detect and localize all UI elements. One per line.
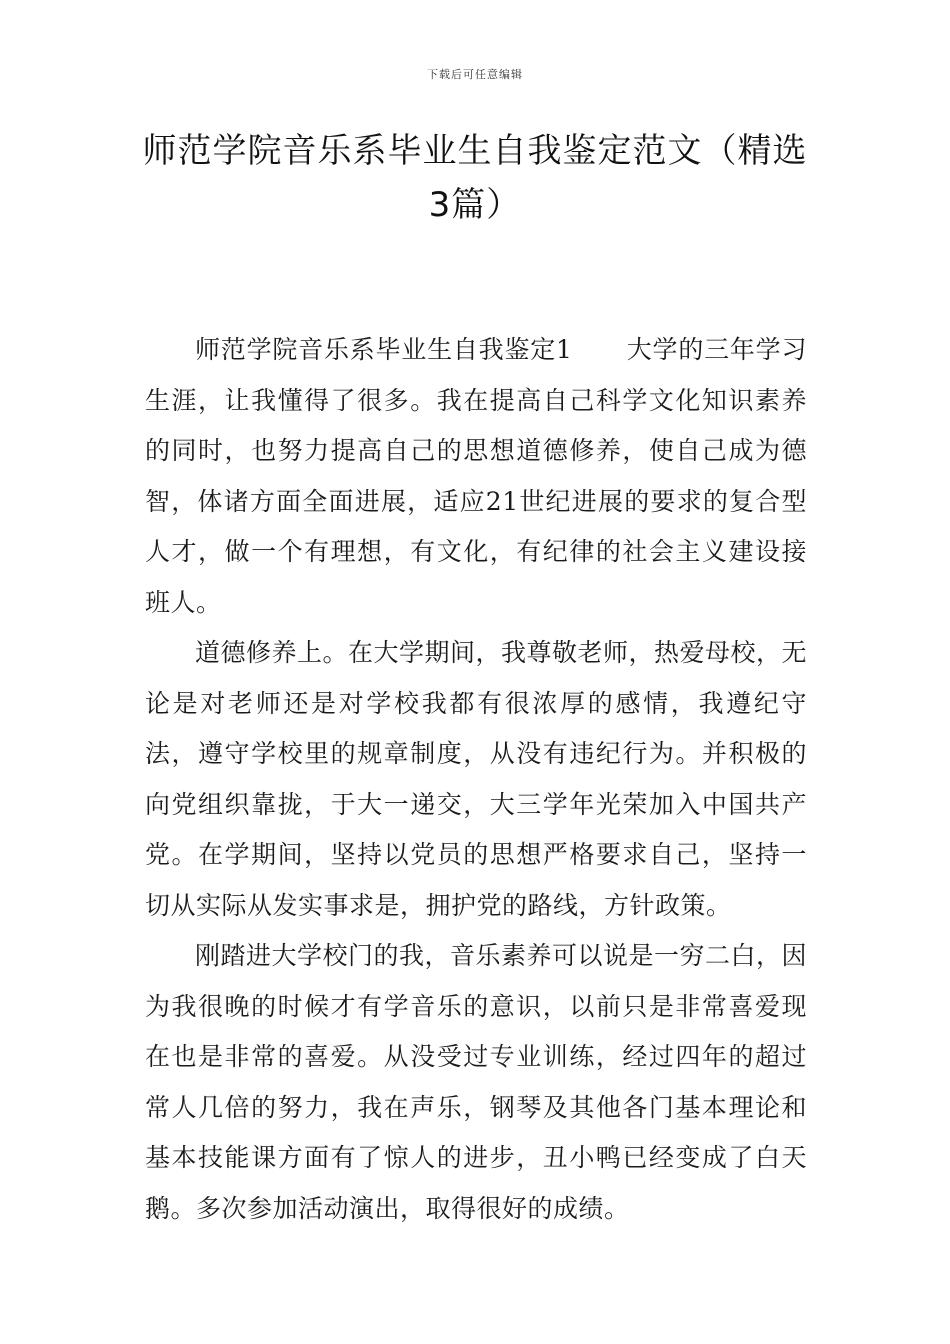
paragraph-1-text: 大学的三年学习生涯，让我懂得了很多。我在提高自己科学文化知识素养的同时，也努力提高自己的思想道德修养，使自己成为德智，体诸方面全面进展，适应21世纪进展的要求的复合型人才，做一个有理想，有文化，有纪律的社会主义建设接班人。 — [145, 335, 807, 617]
paragraph-2: 道德修养上。在大学期间，我尊敬老师，热爱母校，无论是对老师还是对学校我都有很浓厚的感情，我遵纪守法，遵守学校里的规章制度，从没有违纪行为。并积极的向党组织靠拢，于大一递交，大三学年光荣加入中国共产党。在学期间，坚持以党员的思想严格要求自己，坚持一切从实际从发实事求是，拥护党的路线，方针政策。 — [145, 638, 808, 920]
document-title: 师范学院音乐系毕业生自我鉴定范文（精选3篇） — [142, 131, 808, 225]
paragraph-1 — [145, 325, 807, 628]
document-body — [145, 325, 807, 1234]
section-heading: 师范学院音乐系毕业生自我鉴定1 — [195, 335, 573, 364]
paragraph-3: 刚踏进大学校门的我，音乐素养可以说是一穷二白，因为我很晚的时候才有学音乐的意识，以前只是非常喜爱现在也是非常的喜爱。从没受过专业训练，经过四年的超过常人几倍的努力，我在声乐，钢琴及其他各门基本理论和基本技能课方面有了惊人的进步，丑小鸭已经变成了白天鹅。多次参加活动演出，取得很好的成绩。 — [145, 941, 808, 1223]
header-note: 下载后可任意编辑 — [427, 68, 523, 81]
